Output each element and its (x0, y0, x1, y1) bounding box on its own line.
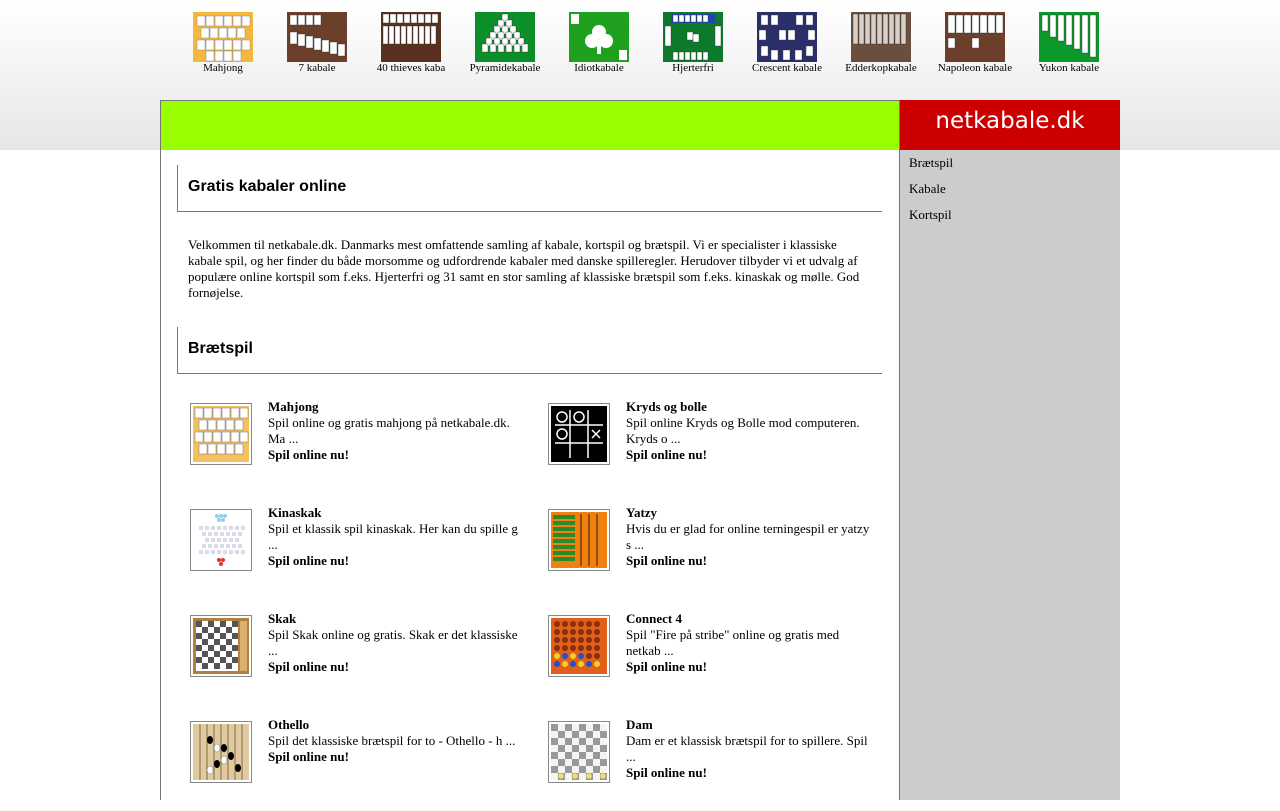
card-solitaire-icon (757, 12, 817, 62)
play-online-link[interactable]: Spil online nu! (268, 447, 349, 462)
thumb-40-thieves[interactable] (364, 12, 458, 74)
thumb-idiot[interactable] (552, 12, 646, 74)
sidebar-item-braetspil[interactable]: Brætspil (909, 155, 954, 170)
thumb-label: Crescent kabale (752, 62, 822, 74)
game-card-skak (190, 611, 518, 705)
header-banner (160, 100, 900, 150)
sidebar (900, 150, 1120, 800)
thumb-label: 7 kabale (298, 62, 336, 74)
game-title[interactable]: Connect 4 (626, 611, 682, 626)
othello-board-icon (193, 724, 249, 780)
game-title[interactable]: Kryds og bolle (626, 399, 707, 414)
intro-section-header (177, 165, 882, 212)
game-description: Spil Skak online og gratis. Skak er det klassiske ... (268, 627, 518, 658)
game-title[interactable]: Kinaskak (268, 505, 322, 520)
card-solitaire-icon (287, 12, 347, 62)
thumb-label: Hjerterfri (672, 62, 714, 74)
play-online-link[interactable]: Spil online nu! (268, 659, 349, 674)
thumb-label: Yukon kabale (1038, 62, 1100, 74)
game-description: Dam er et klassisk brætspil for to spillere. Spil ... (626, 733, 868, 764)
thumb-label: Edderkopkabale (845, 62, 917, 74)
game-title[interactable]: Othello (268, 717, 310, 732)
chess-board-icon (193, 618, 249, 674)
thumb-mahjong[interactable] (176, 12, 270, 74)
game-thumbnail[interactable] (190, 509, 252, 571)
game-card-dam (548, 717, 868, 811)
tic-tac-toe-icon (551, 406, 607, 462)
club-card-icon (569, 12, 629, 62)
thumb-label: 40 thieves kaba (376, 62, 446, 74)
play-online-link[interactable]: Spil online nu! (268, 749, 349, 764)
game-title[interactable]: Yatzy (626, 505, 658, 520)
thumb-label: Pyramidekabale (469, 62, 541, 74)
thumb-napoleon[interactable] (928, 12, 1022, 74)
play-online-link[interactable]: Spil online nu! (626, 447, 707, 462)
game-thumbnail[interactable] (190, 721, 252, 783)
card-solitaire-icon (1039, 12, 1099, 62)
game-thumbnail[interactable] (190, 615, 252, 677)
main-content (160, 150, 900, 800)
game-title[interactable]: Dam (626, 717, 653, 732)
page-wrapper (160, 100, 1120, 800)
thumb-label: Napoleon kabale (937, 62, 1013, 74)
game-description: Hvis du er glad for online terningespil er yatzy s ... (626, 521, 870, 552)
game-thumbnail[interactable] (190, 403, 252, 465)
hearts-cards-icon (663, 12, 723, 62)
play-online-link[interactable]: Spil online nu! (626, 553, 707, 568)
game-card-kryds-og-bolle (548, 399, 868, 493)
thumb-yukon[interactable] (1022, 12, 1116, 74)
thumb-label: Idiotkabale (574, 62, 624, 74)
game-thumbnail-strip (176, 12, 1116, 82)
game-description: Spil det klassiske brætspil for to - Othello - h ... (268, 733, 516, 748)
game-description: Spil online Kryds og Bolle mod computeren. Kryds o ... (626, 415, 860, 446)
pyramid-cards-icon (475, 12, 535, 62)
game-description: Spil online og gratis mahjong på netkabale.dk. Ma ... (268, 415, 510, 446)
chinese-checkers-icon (193, 512, 249, 568)
play-online-link[interactable]: Spil online nu! (626, 765, 707, 780)
thumb-crescent[interactable] (740, 12, 834, 74)
thumb-edderkop[interactable] (834, 12, 928, 74)
intro-heading: Gratis kabaler online (188, 178, 347, 195)
game-card-mahjong (190, 399, 510, 493)
game-thumbnail[interactable] (548, 721, 610, 783)
mahjong-icon (193, 12, 253, 62)
game-thumbnail[interactable] (548, 509, 610, 571)
game-card-yatzy (548, 505, 870, 599)
game-card-connect-4 (548, 611, 868, 705)
intro-text: Velkommen til netkabale.dk. Danmarks mest omfattende samling af kabale, kortspil og brætspil. Vi er specialister i klassiske kabale spil, og her finder du både morsomme og udfordrende kabaler med danske spilleregler. Herudover tilbyder vi et udvalg af populære online kortspil som f.eks. Hjerterfri og 31 samt en stor samling af klassiske brætspil som f.eks. kinaskak og mølle. God fornøjelse. (188, 237, 860, 300)
play-online-link[interactable]: Spil online nu! (626, 659, 707, 674)
connect-four-icon (551, 618, 607, 674)
spider-cards-icon (851, 12, 911, 62)
thumb-label: Mahjong (203, 62, 243, 74)
card-solitaire-icon (945, 12, 1005, 62)
thumb-pyramide[interactable] (458, 12, 552, 74)
game-thumbnail[interactable] (548, 615, 610, 677)
yatzy-scorecard-icon (551, 512, 607, 568)
game-description: Spil "Fire på stribe" online og gratis med netkab ... (626, 627, 840, 658)
site-logo[interactable]: netkabale.dk (900, 100, 1120, 150)
thumb-7-kabale[interactable] (270, 12, 364, 74)
sidebar-item-kortspil[interactable]: Kortspil (909, 207, 952, 222)
game-title[interactable]: Mahjong (268, 399, 319, 414)
game-title[interactable]: Skak (268, 611, 297, 626)
play-online-link[interactable]: Spil online nu! (268, 553, 349, 568)
sidebar-item-kabale[interactable]: Kabale (909, 181, 946, 196)
game-thumbnail[interactable] (548, 403, 610, 465)
boardgames-heading: Brætspil (188, 340, 253, 357)
game-card-kinaskak (190, 505, 518, 599)
card-solitaire-icon (381, 12, 441, 62)
thumb-hjerterfri[interactable] (646, 12, 740, 74)
boardgames-section-header (177, 327, 882, 374)
game-card-othello (190, 717, 516, 811)
checkers-board-icon (551, 724, 607, 780)
game-description: Spil et klassik spil kinaskak. Her kan du spille g ... (268, 521, 518, 552)
mahjong-icon (193, 406, 249, 462)
